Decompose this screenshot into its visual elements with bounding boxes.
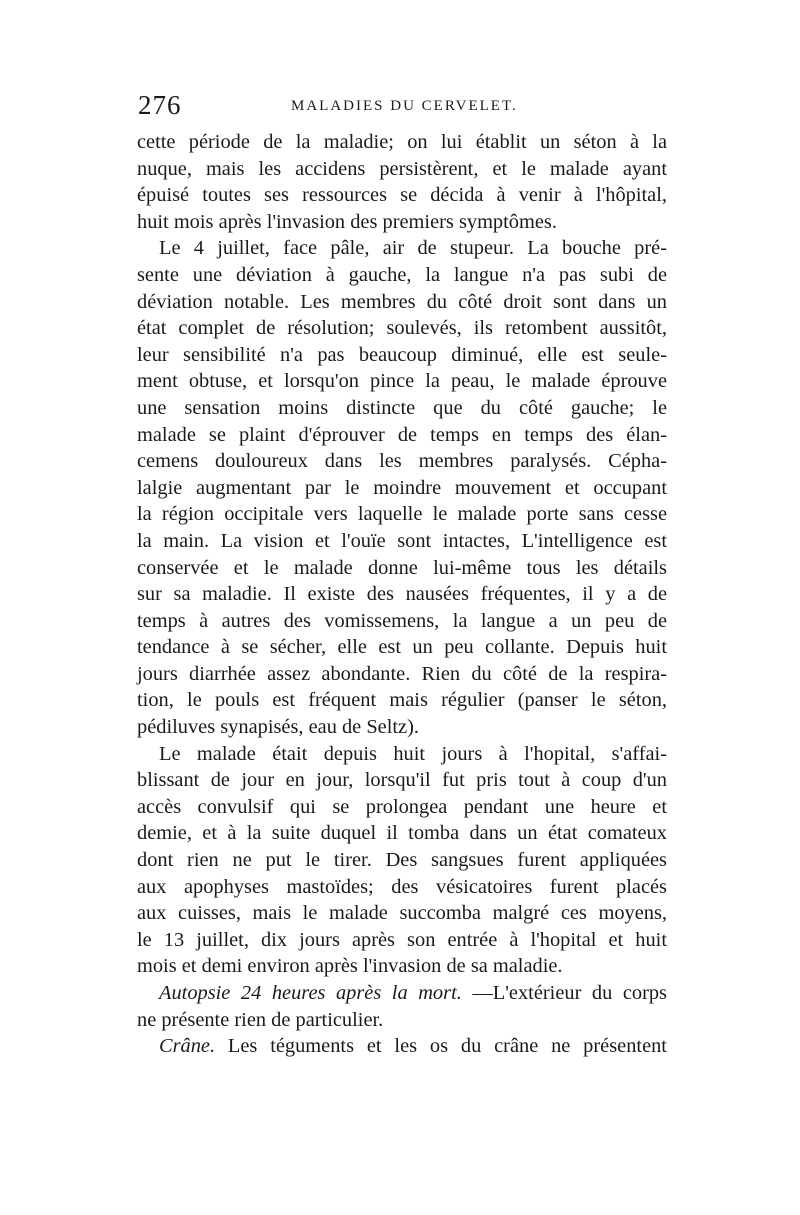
text-line: Le 4 juillet, face pâle, air de stupeur. La bouche pré- xyxy=(159,237,667,260)
text-line: aux cuisses, mais le malade succomba malgré ces moyens, xyxy=(137,902,667,925)
text-line: le 13 juillet, dix jours après son entrée à l'hopital et huit xyxy=(137,928,667,951)
page-number: 276 xyxy=(138,90,182,120)
text-line: une sensation moins distincte que du côté gauche; le xyxy=(137,396,667,419)
text-line: jours diarrhée assez abondante. Rien du côté de la respira- xyxy=(137,662,667,685)
text-line: la région occipitale vers laquelle le malade porte sans cesse xyxy=(137,503,667,526)
text-line: dont rien ne put le tirer. Des sangsues furent appliquées xyxy=(137,849,667,872)
text-line: leur sensibilité n'a pas beaucoup diminué, elle est seule- xyxy=(137,343,667,366)
text-line: accès convulsif qui se prolongea pendant une heure et xyxy=(137,795,667,818)
text-line: temps à autres des vomissemens, la langue a un peu de xyxy=(137,609,667,632)
text-line: nuque, mais les accidens persistèrent, et le malade ayant xyxy=(137,157,667,180)
text-line: conservée et le malade donne lui-même tous les détails xyxy=(137,556,667,579)
text-line: malade se plaint d'éprouver de temps en temps des élan- xyxy=(137,423,667,446)
text-line: demie, et à la suite duquel il tomba dans un état comateux xyxy=(137,822,667,845)
text-line: cette période de la maladie; on lui établit un séton à la xyxy=(137,131,667,153)
text-line: état complet de résolution; soulevés, ils retombent aussitôt, xyxy=(137,317,667,340)
text-line: lalgie augmentant par le moindre mouvement et occupant xyxy=(137,476,667,499)
text-line: blissant de jour en jour, lorsqu'il fut pris tout à coup d'un xyxy=(137,769,667,792)
text-line: ment obtuse, et lorsqu'on pince la peau, le malade éprouve xyxy=(137,370,667,393)
text-line: aux apophyses mastoïdes; des vésicatoires furent placés xyxy=(137,875,667,898)
text-line: Le malade était depuis huit jours à l'hopital, s'affai- xyxy=(159,742,667,765)
text-line: sur sa maladie. Il existe des nausées fréquentes, il y a de xyxy=(137,583,667,606)
text-line: déviation notable. Les membres du côté droit sont dans un xyxy=(137,290,667,313)
text-line: cemens douloureux dans les membres paralysés. Cépha- xyxy=(137,450,667,473)
text-line: sente une déviation à gauche, la langue n'a pas subi de xyxy=(137,263,667,286)
crane-line-rest: Les téguments et les os du crâne ne présentent xyxy=(227,1035,667,1058)
page-header xyxy=(138,90,663,120)
text-line: la main. La vision et l'ouïe sont intactes, L'intelligence est xyxy=(137,529,667,552)
crane-line xyxy=(137,1033,667,1060)
text-line: épuisé toutes ses ressources se décida à venir à l'hôpital, xyxy=(137,184,667,207)
text-line: tion, le pouls est fréquent mais régulier (panser le séton, xyxy=(137,689,667,712)
running-title: MALADIES DU CERVELET. xyxy=(291,98,518,114)
text-line: ne présente rien de particulier. xyxy=(137,1008,384,1031)
text-line: tendance à se sécher, elle est un peu collante. Depuis huit xyxy=(137,636,667,659)
crane-heading: Crâne. xyxy=(159,1035,216,1058)
autopsy-line xyxy=(137,980,667,1007)
text-line: mois et demi environ après l'invasion de sa maladie. xyxy=(137,955,563,978)
autopsy-heading: Autopsie 24 heures après la mort. xyxy=(159,982,462,1004)
body-text xyxy=(137,129,667,1060)
autopsy-line-rest: —L'extérieur du corps xyxy=(472,982,667,1004)
text-line: huit mois après l'invasion des premiers symptômes. xyxy=(137,210,557,233)
text-line: pédiluves synapisés, eau de Seltz). xyxy=(137,716,419,739)
